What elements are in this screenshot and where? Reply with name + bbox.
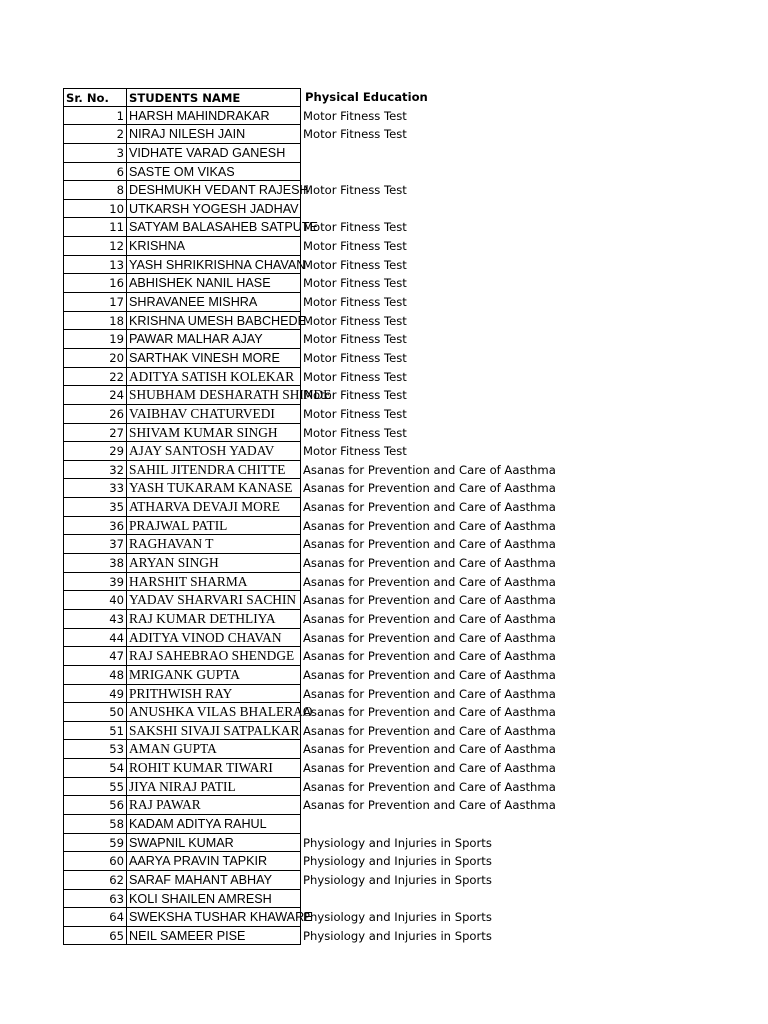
sr-no-cell: 58 <box>63 815 127 834</box>
sr-no-cell: 36 <box>63 517 127 536</box>
sr-no-cell: 59 <box>63 834 127 853</box>
student-name-cell: SARTHAK VINESH MORE <box>126 349 301 368</box>
topic-cell: Asanas for Prevention and Care of Aasthma <box>303 649 556 664</box>
topic-cell: Motor Fitness Test <box>303 425 407 440</box>
student-name-cell: RAJ KUMAR DETHLIYA <box>126 610 301 629</box>
header-physical-education: Physical Education <box>305 90 428 104</box>
student-name-cell: UTKARSH YOGESH JADHAV <box>126 200 301 219</box>
topic-cell: Motor Fitness Test <box>303 350 407 365</box>
topic-cell: Asanas for Prevention and Care of Aasthma <box>303 500 556 515</box>
topic-cell: Motor Fitness Test <box>303 257 407 272</box>
sr-no-cell: 56 <box>63 796 127 815</box>
student-name-cell: KADAM ADITYA RAHUL <box>126 815 301 834</box>
sr-no-cell: 43 <box>63 610 127 629</box>
topic-cell: Motor Fitness Test <box>303 239 407 254</box>
student-name-cell: SHUBHAM DESHARATH SHINDE <box>126 386 301 405</box>
topic-cell: Physiology and Injuries in Sports <box>303 910 492 925</box>
student-name-cell: ATHARVA DEVAJI MORE <box>126 498 301 517</box>
sr-no-cell: 65 <box>63 927 127 946</box>
sr-no-cell: 44 <box>63 629 127 648</box>
student-name-cell: YADAV SHARVARI SACHIN <box>126 591 301 610</box>
sr-no-cell: 24 <box>63 386 127 405</box>
student-name-cell: ADITYA VINOD CHAVAN <box>126 629 301 648</box>
student-name-cell: SAHIL JITENDRA CHITTE <box>126 461 301 480</box>
sr-no-cell: 27 <box>63 424 127 443</box>
student-name-cell: ADITYA SATISH KOLEKAR <box>126 368 301 387</box>
sr-no-cell: 16 <box>63 274 127 293</box>
sr-no-cell: 11 <box>63 218 127 237</box>
sr-no-cell: 8 <box>63 181 127 200</box>
sr-no-cell: 17 <box>63 293 127 312</box>
topic-cell: Motor Fitness Test <box>303 332 407 347</box>
sr-no-cell: 48 <box>63 666 127 685</box>
topic-cell: Motor Fitness Test <box>303 220 407 235</box>
student-name-cell: PAWAR MALHAR AJAY <box>126 330 301 349</box>
sr-no-cell: 64 <box>63 908 127 927</box>
topic-cell: Motor Fitness Test <box>303 388 407 403</box>
sr-no-cell: 51 <box>63 722 127 741</box>
student-name-cell: SHRAVANEE MISHRA <box>126 293 301 312</box>
sr-no-cell: 32 <box>63 461 127 480</box>
sr-no-cell: 37 <box>63 535 127 554</box>
student-name-cell: KRISHNA <box>126 237 301 256</box>
topic-cell: Asanas for Prevention and Care of Aasthma <box>303 593 556 608</box>
topic-cell: Physiology and Injuries in Sports <box>303 835 492 850</box>
topic-cell: Asanas for Prevention and Care of Aasthma <box>303 705 556 720</box>
topic-cell: Asanas for Prevention and Care of Aasthma <box>303 798 556 813</box>
student-name-cell: ROHIT KUMAR TIWARI <box>126 759 301 778</box>
student-name-cell: JIYA NIRAJ PATIL <box>126 778 301 797</box>
student-name-cell: NIRAJ NILESH JAIN <box>126 125 301 144</box>
student-name-cell: AARYA PRAVIN TAPKIR <box>126 852 301 871</box>
sr-no-cell: 10 <box>63 200 127 219</box>
topic-cell: Asanas for Prevention and Care of Aasthma <box>303 686 556 701</box>
sr-no-cell: 49 <box>63 685 127 704</box>
topic-cell: Motor Fitness Test <box>303 406 407 421</box>
header-students-name: STUDENTS NAME <box>126 88 301 107</box>
topic-cell: Asanas for Prevention and Care of Aasthma <box>303 481 556 496</box>
topic-cell: Asanas for Prevention and Care of Aasthma <box>303 630 556 645</box>
student-name-cell: PRITHWISH RAY <box>126 685 301 704</box>
student-name-cell: NEIL SAMEER PISE <box>126 927 301 946</box>
student-name-cell: ARYAN SINGH <box>126 554 301 573</box>
sr-no-cell: 20 <box>63 349 127 368</box>
topic-cell: Asanas for Prevention and Care of Aasthma <box>303 611 556 626</box>
topic-cell: Asanas for Prevention and Care of Aasthma <box>303 537 556 552</box>
sr-no-cell: 50 <box>63 703 127 722</box>
student-name-cell: SHIVAM KUMAR SINGH <box>126 424 301 443</box>
sr-no-cell: 39 <box>63 573 127 592</box>
sr-no-cell: 18 <box>63 312 127 331</box>
student-name-cell: AMAN GUPTA <box>126 740 301 759</box>
sr-no-cell: 29 <box>63 442 127 461</box>
sr-no-cell: 3 <box>63 144 127 163</box>
sr-no-cell: 38 <box>63 554 127 573</box>
sr-no-cell: 12 <box>63 237 127 256</box>
topic-cell: Asanas for Prevention and Care of Aasthma <box>303 761 556 776</box>
topic-cell: Asanas for Prevention and Care of Aasthma <box>303 667 556 682</box>
student-name-cell: HARSH MAHINDRAKAR <box>126 107 301 126</box>
student-name-cell: YASH TUKARAM KANASE <box>126 479 301 498</box>
student-name-cell: ABHISHEK NANIL HASE <box>126 274 301 293</box>
topic-cell: Asanas for Prevention and Care of Aasthma <box>303 518 556 533</box>
topic-cell: Physiology and Injuries in Sports <box>303 854 492 869</box>
sr-no-cell: 55 <box>63 778 127 797</box>
student-name-cell: PRAJWAL PATIL <box>126 517 301 536</box>
topic-cell: Motor Fitness Test <box>303 295 407 310</box>
sr-no-cell: 60 <box>63 852 127 871</box>
sr-no-cell: 62 <box>63 871 127 890</box>
student-name-cell: YASH SHRIKRISHNA CHAVAN <box>126 256 301 275</box>
topic-cell: Motor Fitness Test <box>303 183 407 198</box>
student-name-cell: RAJ PAWAR <box>126 796 301 815</box>
topic-cell: Asanas for Prevention and Care of Aasthma <box>303 574 556 589</box>
sr-no-cell: 35 <box>63 498 127 517</box>
header-sr-no: Sr. No. <box>63 88 127 107</box>
sr-no-cell: 19 <box>63 330 127 349</box>
student-name-cell: SWAPNIL KUMAR <box>126 834 301 853</box>
sr-no-cell: 53 <box>63 740 127 759</box>
topic-cell: Asanas for Prevention and Care of Aasthma <box>303 556 556 571</box>
topic-cell: Motor Fitness Test <box>303 313 407 328</box>
sr-no-cell: 54 <box>63 759 127 778</box>
student-name-cell: HARSHIT SHARMA <box>126 573 301 592</box>
student-name-cell: SWEKSHA TUSHAR KHAWARE <box>126 908 301 927</box>
sr-no-cell: 63 <box>63 890 127 909</box>
topic-cell: Physiology and Injuries in Sports <box>303 928 492 943</box>
student-name-cell: RAJ SAHEBRAO SHENDGE <box>126 647 301 666</box>
sr-no-cell: 47 <box>63 647 127 666</box>
student-name-cell: SAKSHI SIVAJI SATPALKAR <box>126 722 301 741</box>
student-name-cell: SASTE OM VIKAS <box>126 163 301 182</box>
sr-no-cell: 1 <box>63 107 127 126</box>
student-name-cell: SARAF MAHANT ABHAY <box>126 871 301 890</box>
student-name-cell: DESHMUKH VEDANT RAJESH <box>126 181 301 200</box>
student-name-cell: VAIBHAV CHATURVEDI <box>126 405 301 424</box>
student-name-cell: RAGHAVAN T <box>126 535 301 554</box>
sr-no-cell: 40 <box>63 591 127 610</box>
topic-cell: Asanas for Prevention and Care of Aasthma <box>303 462 556 477</box>
sr-no-cell: 2 <box>63 125 127 144</box>
student-name-cell: MRIGANK GUPTA <box>126 666 301 685</box>
topic-cell: Asanas for Prevention and Care of Aasthma <box>303 779 556 794</box>
topic-cell: Motor Fitness Test <box>303 108 407 123</box>
student-name-cell: SATYAM BALASAHEB SATPUTE <box>126 218 301 237</box>
topic-cell: Motor Fitness Test <box>303 369 407 384</box>
student-name-cell: KRISHNA UMESH BABCHEDE <box>126 312 301 331</box>
topic-cell: Motor Fitness Test <box>303 127 407 142</box>
topic-cell: Physiology and Injuries in Sports <box>303 872 492 887</box>
sr-no-cell: 13 <box>63 256 127 275</box>
topic-cell: Asanas for Prevention and Care of Aasthma <box>303 723 556 738</box>
sr-no-cell: 26 <box>63 405 127 424</box>
student-name-cell: AJAY SANTOSH YADAV <box>126 442 301 461</box>
student-name-cell: KOLI SHAILEN AMRESH <box>126 890 301 909</box>
topic-cell: Asanas for Prevention and Care of Aasthma <box>303 742 556 757</box>
sr-no-cell: 6 <box>63 163 127 182</box>
student-name-cell: ANUSHKA VILAS BHALERAO <box>126 703 301 722</box>
topic-cell: Motor Fitness Test <box>303 276 407 291</box>
sr-no-cell: 33 <box>63 479 127 498</box>
sr-no-cell: 22 <box>63 368 127 387</box>
student-name-cell: VIDHATE VARAD GANESH <box>126 144 301 163</box>
topic-cell: Motor Fitness Test <box>303 444 407 459</box>
